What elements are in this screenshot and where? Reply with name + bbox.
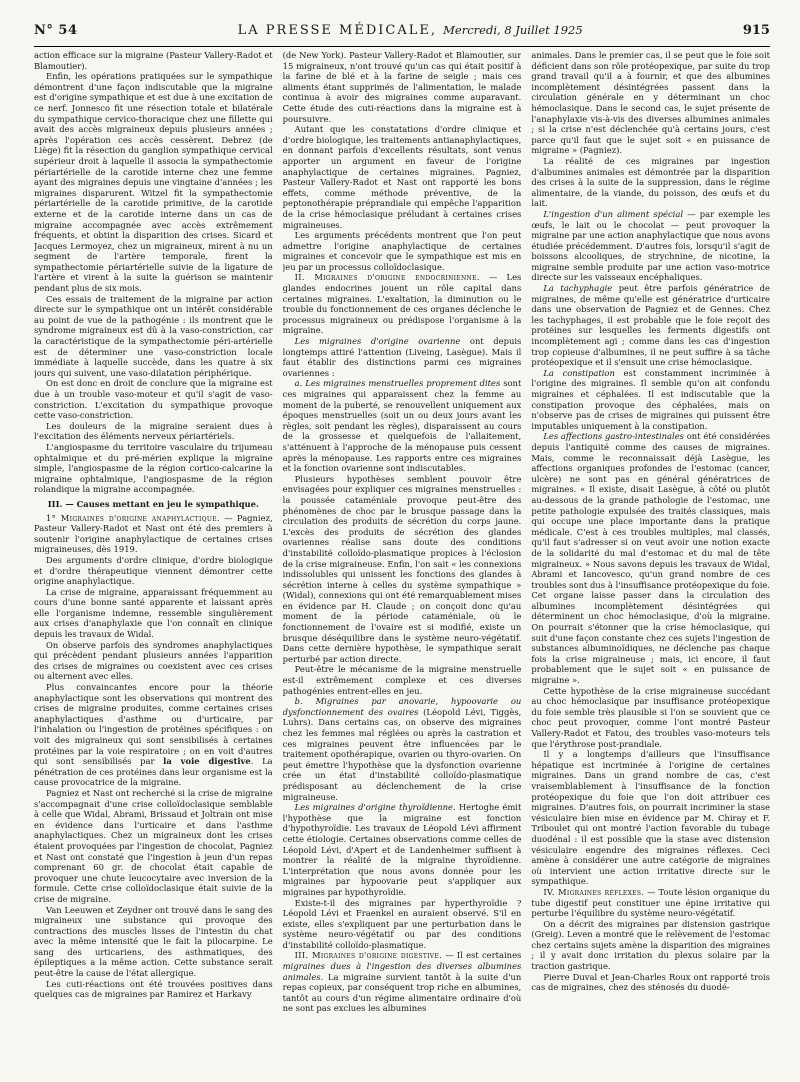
paragraph [34,513,273,555]
issue-date: Mercredi, 8 Juillet 1925 [443,23,583,37]
emphasis: L'ingestion d'un aliment spécial [543,208,684,219]
emphasis: La tachyphagie [543,283,613,294]
paragraph-text: sont ces migraines qui apparaissent chez la femme au moment de la puberté, se renouvellent uniquement aux époques menstruelles (soit un ou deux jours avant les règles, soit pendant les règles), disparaissent au cours de la grossesse et quelquefois de l'allaitement, s'atténuent à l'approche de la ménopause puis cessent après la ménopause. Les rapports entre ces migraines et la fonction ovarienne sont indiscutables. [282,378,522,474]
paragraph: Peut-être le mécanisme de la migraine menstruelle est-il extrêmement complexe et ces diverses pathogénies entrent-elles en jeu. [282,664,522,696]
paragraph [531,209,770,283]
paragraph-text: peut être parfois génératrice de migraines, de même qu'elle est génératrice d'urticaire dans une observation de Pagniez et de Gennes. Chez les tachyphages, il est probable que le foie reçoit des protéines sur lesquelles les ferments digestifs ont incomplètement agi ; comme dans les cas d'ingestion trop copieuse d'albumines, il ne peut suffire à sa tâche protéopexique et il s'ensuit une crise hémoclasique. [531,283,770,368]
page-number: 915 [742,23,770,38]
paragraph: Enfin, les opérations pratiquées sur le sympathique démontrent d'une façon indiscutable que la migraine est d'origine sympathique et est due à une excitation de ce nerf. Jonnesco fit une résection totale et bilatérale du sympathique cervico-thoracique chez une fillette qui avait des accès migraineux depuis plusieurs années ; après l'opération ces accès cessèrent. Debrez (de Liège) fit la résection du ganglion sympathique cervical supérieur droit à laquelle il associa la sympathectomie périartérielle de la carotide interne chez une femme ayant des migraines depuis une vingtaine d'années ; les migraines disparurent. Witzel fit la sympathectomie périartérielle de la carotide primitive, de la carotide externe et de la carotide interne dans un cas de migraine accompagnée avec accès extrêmement fréquents, et obtint la disparition des crises. Sicard et Jacques Lermoyez, chez un migraineux, mirent à nu un segment de l'artère temporale, firent la sympathectomie périartérielle suivie de la ligature de l'artère et virent à la suite la guérison se maintenir pendant plus de six mois. [34,71,273,294]
journal-title: LA PRESSE MÉDICALE, [237,23,437,38]
section-heading: III. — Causes mettant en jeu le sympathique. [47,498,259,509]
paragraph: Autant que les constatations d'ordre clinique et d'ordre biologique, les traitements antianaphylactiques, en donnant parfois d'excellents résultats, sont venus apporter un argument en faveur de l'origine anaphylactique de certaines migraines. Pagniez, Pasteur Vallery-Radot et Nast ont rapporté les bons effets, comme méthode préventive, de la peptonothérapie préprandiale qui empêche l'apparition de la crise hémoclasique préludant à certaines crises migraineuses. [282,124,522,230]
paragraph: On observe parfois des syndromes anaphylactiques qui précèdent pendant plusieurs années l'apparition des crises de migraines ou coexistent avec ces crises ou alternent avec elles. [34,639,273,682]
subsection-label: a. Les migraines menstruelles proprement dites [294,378,501,389]
paragraph: La crise de migraine, apparaissant fréquemment au cours d'une bonne santé apparente et laissant après elle l'organisme indemne, ressemble singulièrement aux crises d'anaphylaxie que l'on connaît en clinique depuis les travaux de Widal. [34,586,273,640]
paragraph-text: (Léopold Lévi, Tiggès, Luhrs). Dans certains cas, on observe des migraines chez les femmes mal réglées ou après la castration et ces migraines peuvent être influencées par le traitement opothérapique, ovarien ou thyro-ovarien. On peut émettre l'hypothèse que la dysfonction ovarienne crée un état d'instabilité colloïdo-plasmatique prédisposant au déclenchement de la crise migraineuse. [282,706,522,802]
journal-masthead [238,23,583,38]
paragraph [531,283,770,368]
paragraph [283,802,522,897]
issue-number: N° 54 [34,23,78,38]
emphasis: La constipation [543,367,615,378]
paragraph: Pierre Duval et Jean-Charles Roux ont rapporté trois cas de migraines, chez des sténosés du duodé- [531,971,770,993]
subsection-label: IV. Migraines réflexes. [543,886,645,897]
paragraph: Pagniez et Nast ont recherché si la crise de migraine s'accompagnait d'une crise colloïdoclasique semblable à celle que Widal, Abrami, Brissaud et Joltrain ont mise en évidence dans l'urticaire et dans l'asthme anaphylactiques. Chez un migraineux dont les crises étaient provoquées par l'ingestion de chocolat, Pagniez et Nast ont constaté que l'ingestion à jeun d'un repas comprenant 60 gr. de chocolat était capable de provoquer une chute leucocytaire avec inversion de la formule. Cette crise colloïdoclasique était suivie de la crise de migraine. [34,787,273,904]
paragraph: Les douleurs de la migraine seraient dues à l'excitation des éléments nerveux périartériels. [34,420,273,442]
paragraph: action efficace sur la migraine (Pasteur Vallery-Radot et Blamoutier). [34,50,273,71]
paragraph-text: ont été considérées depuis l'antiquité comme des causes de migraines. Mais, comme le reconnaissait déjà Lasègue, les affections organiques profondes de l'estomac (cancer, ulcère) ne sont pas en général génératrices de migraines. « Il existe, disait Lasègue, à côté ou plutôt au-dessous de la grande pathologie de l'estomac, une petite pathologie expulsée des traités classiques, mais qui occupe une place importante dans la pratique médicale. C'est à ces troubles multiples, mal classés, qu'il faut s'adresser si on veut avoir une notion exacte de la solidarité du mal d'estomac et du mal de tête migraineux. » Nous savons depuis les travaux de Widal, Abrami et Iancovesco, qu'un grand nombre de ces troubles sont dus à l'insuffisance protéopexique du foie. Cet organe laisse passer dans la circulation des albumines incomplètement désintégrées qui déterminent un choc hémoclasique, d'où la migraine. On pourrait s'étonner que la crise hémoclasique, qui suit d'une façon constante chez ces sujets l'ingestion de substances albuminoïdiques, ne déclenche pas chaque fois la crise migraineuse ; mais, ici encore, il faut probablement que le sujet soit « en puissance de migraine ». [531,431,770,686]
emphasis: migraines dues à l'ingestion des diverses albumines animales [282,961,522,982]
paragraph: On est donc en droit de conclure que la migraine est due à un trouble vaso-moteur et qu'il s'agit de vaso-constriction. L'excitation du sympathique provoque cette vaso-constriction. [34,378,273,421]
paragraph-text: — Il est certaines [442,950,522,961]
paragraph: L'angiospasme du territoire vasculaire du trijumeau ophtalmique et du pré-mérien explique la migraine simple, l'angiospasme de la région cortico-calcarine la migraine ophtalmique, l'angiospasme de la région rolandique la migraine accompagnée. [34,441,273,495]
subsection-label: II. Migraines d'origine endocrinienne. [294,272,480,283]
paragraph-text: — Les glandes endocrines jouent un rôle capital dans certaines migraines. L'exaltation, la diminution ou le trouble du fonctionnement de ces organes déclenche le processus migraineux ou prédispose l'organisme à la migraine. [282,272,522,336]
paragraph: Il y a longtemps d'ailleurs que l'insuffisance hépatique est incriminée à l'origine de certaines migraines. Dans un grand nombre de cas, c'est vraisemblablement à l'insuffisance de la fonction protéopexique du foie que l'on doit attribuer ces migraines. D'autres fois, on pourrait incriminer la stase vésiculaire bien mise en évidence par M. Chiray et F. Triboulet qui ont montré l'action favorable du tubage duodénal : il est possible que la stase avec distension vésiculaire engendre des migraines réflexes. Ceci amène à considérer une autre catégorie de migraines où intervient une action irritative directe sur le sympathique. [531,749,770,887]
paragraph: (de New York). Pasteur Vallery-Radot et Blamoutier, sur 15 migraineux, n'ont trouvé qu'un cas qui était positif à la farine de blé et à la farine de seigle ; mais ces aliments étant supprimés de l'alimentation, le malade continua à avoir des migraines comme auparavant. Cette étude des cuti-réactions dans la migraine est à poursuivre. [282,50,522,124]
paragraph: La réalité de ces migraines par ingestion d'albumines animales est démontrée par la disparition des crises à la suite de la suppression, dans le régime alimentaire, de la viande, du poisson, des œufs et du lait. [531,155,770,209]
subsection-label: III. Migraines d'origine digestive. [294,950,443,961]
paragraph [531,368,770,432]
paragraph: animales. Dans le premier cas, il se peut que le foie soit déficient dans son rôle protéopexique, par suite du trop grand travail qu'il a à fournir, et que des albumines incomplètement désintégrées passent dans la circulation générale en y déterminant un choc hémoclasique. Dans le second cas, le sujet présente de l'anaphylaxie vis-à-vis des diverses albumines animales ; si la crise n'est déclenchée qu'à certains jours, c'est parce qu'il faut que le sujet soit « en puissance de migraine » (Pagniez). [531,50,770,156]
column-2 [283,50,522,1076]
paragraph-text: Hertoghe émit l'hypothèse que la migraine est fonction d'hypothyroïdie. Les travaux de Léopold Lévi affirment cette étiologie. Certaines observations comme celles de Léopold Lévi, d'Apert et de Landenheimer suffisent à montrer la réalité de la migraine thyroïdienne. L'interprétation que nous avons donnée pour les migraines par hypoovarie peut s'appliquer aux migraines par hypothyroïdie. [282,802,522,897]
page-header [34,8,770,38]
emphasis: la voie digestive [163,756,251,767]
paragraph [283,696,522,802]
paragraph-text: — Pagniez, Pasteur Vallery-Radot et Nast ont été des premiers à soutenir l'origine anaphylactique de certaines crises migraineuses, dès 1919. [34,512,273,555]
paragraph: Ces essais de traitement de la migraine par action directe sur le sympathique ont un intérêt considérable au point de vue de la pathogénie : ils montrent que le syndrome migraineux est dû à la vaso-constriction, car la caractéristique de la sympathectomie péri-artérielle est de déterminer une vaso-constriction locale immédiate à laquelle succède, dans les quatre à six jours qui suivent, une vaso-dilatation périphérique. [34,293,273,378]
emphasis: Les affections gastro-intestinales [543,431,684,442]
paragraph: Plusieurs hypothèses semblent pouvoir être envisagées pour expliquer ces migraines menstruelles : la poussée cataméniale provoque peut-être des phénomènes de choc par le brusque passage dans la circulation des produits de sécrétion du corps jaune. L'excès des produits de sécrétion des glandes ovariennes réalise sans doute des conditions d'instabilité colloïdo-plasmatique propices à l'éclosion de la crise migraineuse. Enfin, l'on sait « les connexions indissolubles qui unissent les fonctions des glandes à sécrétion interne à celles du système sympathique » (Widal), connexions qui ont été remarquablement mises en évidence par H. Claude ; on conçoit donc qu'au moment de la période cataméniale, où le fonctionnement de l'ovaire est si modifié, existe un brusque déséquilibre dans le système neuro-végétatif. Dans cette dernière hypothèse, le sympathique serait perturbé par action directe. [282,473,522,664]
paragraph [283,950,522,1014]
paragraph: Existe-t-il des migraines par hyperthyroïdie ? Léopold Lévi et Fraenkel en auraient observé. S'il en existe, elles s'expliquent par une perturbation dans le système neuro-végétatif ou par des conditions d'instabilité colloïdo-plasmatique. [282,897,522,950]
subsection-label: 1° Migraines d'origine anaphylactique. [46,512,220,523]
paragraph: Cette hypothèse de la crise migraineuse succédant au choc hémoclasique par insuffisance protéopexique du foie semble très plausible si l'on se souvient que ce choc peut provoquer, comme l'ont montré Pasteur Vallery-Radot et Fatou, des troubles vaso-moteurs tels que l'érythrose post-prandiale. [531,685,770,749]
article-body [34,50,770,1076]
paragraph-text: — par exemple les œufs, le lait ou le chocolat — peut provoquer la migraine par une action anaphylactique que nous avons étudiée précédemment. D'autres fois, lorsqu'il s'agit de boissons alcooliques, de strychnine, de nicotine, la migraine semble produite par une action vaso-motrice directe sur les vaisseaux encéphaliques. [531,208,770,283]
paragraph: Les cuti-réactions ont été trouvées positives dans quelques cas de migraines par Ramirez et Harkavy [34,978,273,1000]
subsection-label: Les migraines d'origine ovarienne [294,336,461,347]
paragraph [283,378,522,473]
paragraph: On a décrit des migraines par distension gastrique (Greig). Leven a montré que le relèvement de l'estomac chez certains sujets amène la disparition des migraines ; il y avait donc irritation du plexus solaire par la traction gastrique. [531,918,770,972]
paragraph [531,431,770,685]
paragraph-text: est constamment incriminée à l'origine des migraines. Il semble qu'on ait confondu migraines et céphalées. Il est indiscutable que la constipation provoque des céphalées, mais on n'observe pas de crises de migraines qui puissent être imputables uniquement à la constipation. [531,367,770,431]
paragraph [34,682,273,788]
paragraph [283,336,522,378]
paragraph: Des arguments d'ordre clinique, d'ordre biologique et d'ordre thérapeutique viennent démontrer cette origine anaphylactique. [34,554,273,587]
subsection-label: b. Migraines par anovarie, hypoovarie ou dysfonctionnement des ovaires [282,696,522,717]
paragraph: Van Leeuwen et Zeydner ont trouvé dans le sang des migraineux une substance qui provoque des contractions des muscles lisses de l'intestin du chat avec la même intensité que le fait la pilocarpine. Le sang des urticariens, des asthmatiques, des épileptiques a la même action. Cette substance serait peut-être la cause de l'état allergique. [34,904,273,979]
paragraph-text: — Toute lésion organique du tube digestif peut constituer une épine irritative qui perturbe l'équilibre du système neuro-végétatif. [531,886,770,919]
paragraph: Les arguments précédents montrent que l'on peut admettre l'origine anaphylactique de certaines migraines et concevoir que le sympathique est mis en jeu par un processus colloïdoclasique. [282,230,522,272]
paragraph [531,887,770,919]
paragraph-text: Plus convaincantes encore pour la théorie anaphylactique sont les observations qui montrent des crises de migraine produites, comme certaines crises anaphylactiques d'asthme ou d'urticaire, par l'inhalation ou l'ingestion de protéines spécifiques : on voit des migraineux qui sont sensibilisés à certaines protéines par la voie respiratoire ; on en voit d'autres qui sont sensibilisés par [34,682,273,767]
paragraph-text: ont depuis longtemps attiré l'attention (Liveing, Lasègue). Mais il faut établir des distinctions parmi ces migraines ovariennes : [282,336,522,378]
column-3 [531,50,770,1076]
header-rule [34,46,770,47]
subsection-label: Les migraines d'origine thyroïdienne. [294,802,456,813]
column-1 [34,50,273,1076]
paragraph-text: . La migraine survient tantôt à la suite d'un repas copieux, par conséquent trop riche en albumines, tantôt au cours d'un régime alimentaire ordinaire d'où ne sont pas exclues les albumines [282,971,522,1014]
paragraph-text: . La pénétration de ces protéines dans leur organisme est la cause provocatrice de la migraine. [34,756,273,788]
paragraph [283,272,522,336]
